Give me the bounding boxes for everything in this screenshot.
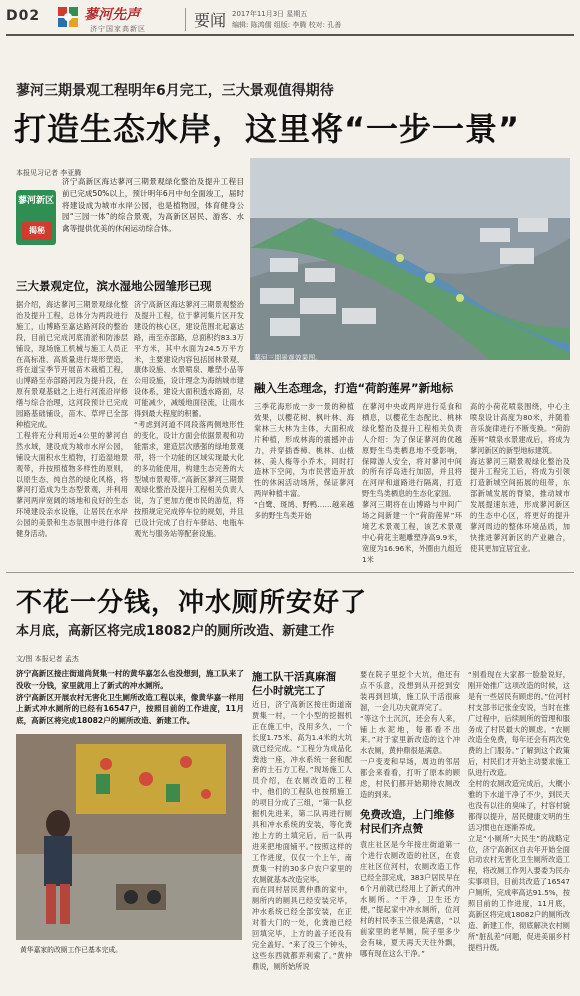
- story1-photo-caption: 蓼河三期景观效果图。: [254, 354, 322, 362]
- issue-date: 2017年11月3日 星期五: [232, 10, 308, 18]
- story1-column-4: 在蓼河中央或两岸进行觅食和栖息，以樱花生态配比、桃林绿化整治及提升工程相关负责人介绍：为了保证蓼河的优越原野生鸟类栖息地不受影响，保障游人安全，将对蓼河中间的所有浮岛进行加固，并且将在河岸和道路进行隔离，打造野生鸟类栖息的生态化家园。 蓼河三期将在山博路与中间广场之间新建一个“荷韵莲昇”环境艺术景观工程，该艺术景观中心荷花主题雕塑净高9.9米，宽度为16.96米，外圈由九组近1米: [362, 402, 462, 564]
- story1-lead: 济宁高新区海达蓼河三期景观绿化整治及提升工程目前已完成50%以上，预计明年6月中旬全面竣工，届时将建设成为城市水岸公园，也是植物园，体育健身公园“三园一体”的综合景观，为高新区居民、游客、水禽等提供优美的休闲运动综合体。: [62, 177, 244, 234]
- toilet-renovation-image: [16, 734, 242, 940]
- story-divider: [6, 572, 574, 573]
- brand-subtitle: 济宁国家高新区: [90, 25, 146, 33]
- story2-column-2: 要在院子里挖个大坑，他还有点不乐意，没想到从开挖到安装再到回填，施工队干活很麻溜，一会儿功夫就弄完了。 “等这个土沉沉，还会有人来，铺上水泥地，每都看不出来。”对于家里新改造的这个冲水农厕，黄仲鼎很是满意。 一户变麦和早场，周边的邻居都会来看看，打听了原本的顾虑，村民们都开始期待农厕改造的到来。: [360, 670, 460, 799]
- story1-column-5: 高的小荷花喷泉围绕，中心主喷泉设计高度为80米，并随着音乐旋律进行不断变换。“荷韵莲昇”喷泉水景建成后，将成为蓼河新区的新型地标建筑。 海达蓼河三期景观绿化整治及提升工程完工后，将成为引领打造新城空间拓展的纽带，东部新城发展的脊梁，推动城市发展提速东进，形成蓼河新区的生态中心区，将更好的提升蓼河周边的整体环境品质，加快推进蓼河新区的产业融合，使其更加宜居宜业。: [470, 402, 570, 553]
- story2-subhead-b: 免费改造，上门维修 村民们齐点赞: [360, 809, 455, 835]
- brand-name: 蓼河先声: [84, 7, 140, 23]
- story1-column-1: 据介绍，海达蓼河三期景观绿化整治及提升工程，总体分为两段进行施工，山博路至嘉达路河段的整治段，目前已完成河底清淤和防渗层铺设，现场施工机械与施工人员正在高标准、高质量进行堤形塑造，将在道宝季节开展苗木栽植工程，山博路至赤部路河段为提升段，在原有景观基础之上进行河流沿岸修缮与综合治理，这河段预计已完成园路基础铺设，苗木、草坪已全部种植完成。 工程将充分利用近4公里的蓼河自然水域，建设成为城市水岸公园，铺设大面积水生植物，打造湿地景观带，并按照植物多样性的原则，以原生态、纯自然的绿化风格，将蓼河打造成为生态型景观，并利用蓼河两岸宽阔的场地和良好的生态环境建设亲水设施，让居民在水岸公园的美景和生态氛围中进行体育健身活动。: [16, 300, 128, 539]
- story2-summary: 济宁高新区接庄街道尚贤集一村的黄华嘉怎么也没想到，施工队来了没收一分钱，家里就用上了新式的冲水厕所。 济宁高新区开展农村无害化卫生厕所改造工程以来，像黄华嘉一样用上新式冲水厕所的已经有16547户，按照目前的工作进度，11月底，高新区将完成18082户的厕所改造、新建工作。: [16, 669, 244, 726]
- story2-column-3: “别看现在大家都一脸脸说好，刚开始推广这项改造的时候，这是有一些居民有顾虑的。”位河村村支部书记张金安说，当时在推广过程中，后续厕所的管理和服务成了村民最大的顾虑。“农厕改造全免费，每年还会有两次免费的上门服务。”了解到这个政策后，村民们才开始主动要求施工队进行改造。 全村的农厕改造完成后，大概小雅的下水道干净了不少，到民天也没有以往的臭味了，村容村貌都得以提升，居民健康文明的生活习惯也在逐渐养成。 立足“小厕所”大民生”的战略定位，济宁高新区自去年开始全面启动农村无害化卫生厕所改造工程，将改厕工作列入要委为民办实事项目，目前共改造了16547户厕所，完成率高达91.5%，按照目前的工作进度，11月底，高新区将完成18082户的厕所改造、新建工作，彻底解决农村厕所“脏乱差”问题，促进美丽乡村提档升级。: [468, 670, 570, 952]
- rendering-photo: [250, 158, 570, 360]
- story1-column-3: 三季花海形成一步一景的种植效果，以樱花树、枫叶林、海棠林三大林为主体，大面积成片种植，形成林海的震撼冲击力，并穿插香樟、桃林、山楂林、美人梅等小乔木，同时打造林下空间，为市民营造开放性的休闲活动场所，保证蓼河两岸种植丰富。 “白鹭、斑鸠、野鸭……越来越多的野生鸟类开始: [254, 402, 354, 521]
- story1-kicker: 蓼河三期景观工程明年6月完工，三大景观值得期待: [16, 83, 334, 99]
- story1-byline: 本报见习记者 李亚腾: [16, 169, 82, 177]
- park-rendering-image: [250, 158, 570, 360]
- toilet-photo: [16, 734, 242, 940]
- story2-deck: 本月底，高新区将完成18082户的厕所改造、新建工作: [16, 624, 335, 639]
- story2-subhead-a: 施工队干活真麻溜 仨小时就完工了: [252, 671, 336, 697]
- story2-headline: 不花一分钱，冲水厕所安好了: [16, 588, 368, 618]
- story2-byline: 文/图 本报记者 孟杰: [16, 655, 79, 663]
- story2-photo-caption: 黄华嘉家的改厕工作已基本完成。: [20, 946, 122, 954]
- story2-column-2b: 袁庄社区是今年接庄街道第一个进行农厕改造的社区，在袁庄社区位河村，农厕改造工作已经全部完成，383户居民早在6个月前就已经用上了新式的冲水厕所。“干净，卫生还方便，”提起家中冲水厕所，位河村的村民李玉兰很是满意，“以前家里的老旱厕，院子里多少会有味，夏天再天天往外飘，哪有现在这么干净。”: [360, 840, 460, 959]
- section-title: 要闻: [185, 8, 226, 31]
- column-logo-badge: 揭秘: [22, 222, 52, 240]
- header-divider: [6, 34, 574, 36]
- story2-column-1: 近日，济宁高新区接庄街道南贾集一村，一个小型的挖掘机正在施工中，没用多久，一个长度1.75米、高为1.4米的大坑就已经完成。“工程分为成品化粪池一座，冲水系统一套和配套的土石方工程。”现场施工人员介绍，在农厕改造的工程中，他们的工程队也按照施工的项目分成了三组，“第一队挖掘机先进来，第二队再进行厕具和冲水系统的安装，等化粪池上方的土填完后，后一队再进来把地面铺平。”按照这样的工作进度，仅仅一个上午，南贾集一村的30多户农户家里的农厕就基本改造完毕。 而在同村居民黄仲鼎的家中，厕所内的厕具已经安装完毕，冲水系统已经全部安装，在正对着大门的一处，化粪池已经回填完毕，上方的盖子还没有完全盖好。“来了没三个钟头，这些东西就都弄利索了。”黄仲鼎说，厕所始所说: [252, 700, 352, 971]
- story1-subhead-b: 融入生态理念，打造“荷韵莲昇”新地标: [254, 381, 454, 395]
- editor-credits: 编辑: 陈鸿儒 组版: 李腾 校对: 孔善: [232, 21, 342, 29]
- story1-column-2: 济宁高新区海达蓼河三期景观整治及提升工程，位于蓼河集片区开发建设的核心区，建设范围北起嘉达路，南至赤部路，总面积约83.3万平方米，其中水面为24.5万平方米，主要建设内容包括园林景观、康体设施、水景喷泉、雕塑小品等公用设施，设计理念为海纳城市建设体系，建设大面积透水路面，尽可能减少，减缓地面径流，让雨水得到最大程度的积蓄。 “考虑到河道不同段落两侧地形性的变化，设计方面会依据景观和功能需求，建造层次感强的绿地景观带，将一个功能的区域实现最大化的多功能使用，构建生态完善的大型城市景观带。”高新区蓼河三期景观绿化整治及提升工程相关负责人说，为了更加方便市民的游览，将按照规定完成停车位的规划，并且已设计完成了自行车驿站、电瓶车观光与服务站等配套设施。: [134, 300, 244, 539]
- page-number: D02: [6, 8, 41, 24]
- story1-subhead-a: 三大景观定位，滨水湿地公园雏形已现: [16, 279, 212, 293]
- column-logo-title: 蓼河新区: [18, 196, 55, 206]
- story1-headline: 打造生态水岸，这里将“一步一景”: [14, 110, 521, 148]
- brand-logo-icon: [57, 6, 79, 28]
